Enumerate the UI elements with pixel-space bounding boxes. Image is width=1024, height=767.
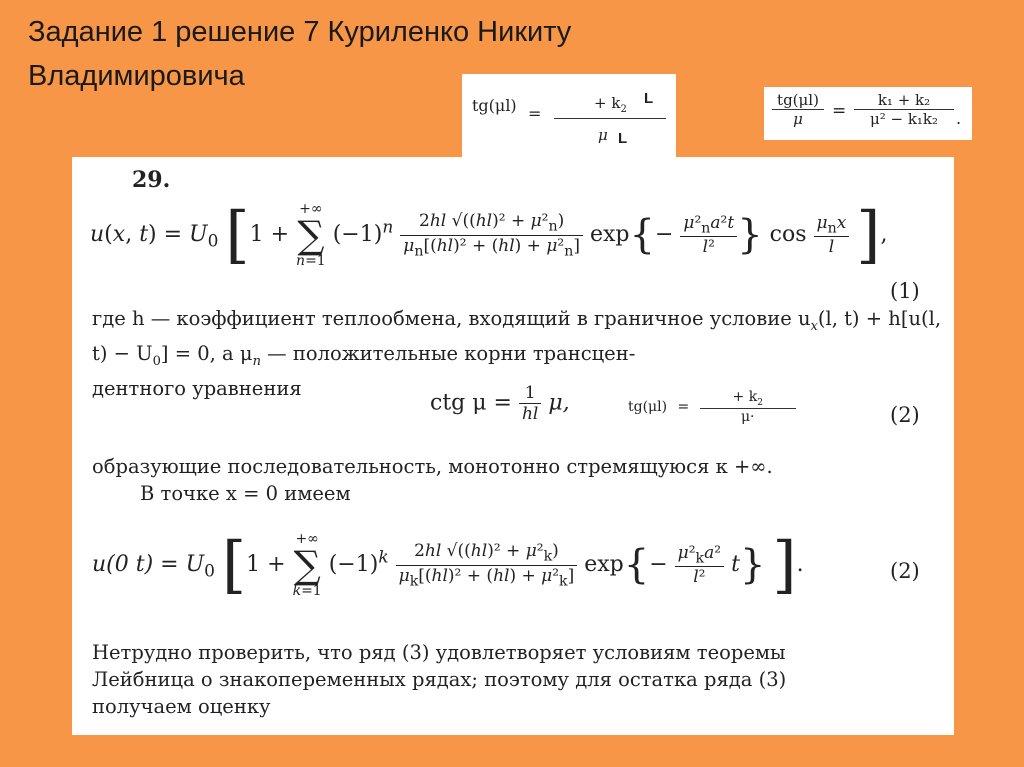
inset-left-eq: = [528, 104, 542, 123]
formula-inset-left [462, 74, 676, 158]
inset-left-annotation-den: L [618, 130, 628, 147]
inset-left-numerator: + $k_2$ [594, 94, 627, 115]
paragraph-leibniz: Нетрудно проверить, что ряд (3) удовлетворяет условиям теоремы Лейбница о знакопеременных рядах; поэтому для остатка ряда (3) получаем оценку [92, 641, 787, 718]
inset-left-denominator: μ [598, 126, 608, 144]
equation-3: u(0 $t) = U_0$ [1 + +∞ ∑ k=1 $(-1)^k$ $\frac{2hl √((hl)^2 + \mu^2_k)}{\mu_k[(hl)^2 + (hl) + \mu^2_k]}$ exp{− $\frac{\mu^2_ka^2}{\text{l²}}$ t} ]. [92, 528, 804, 601]
equation-3-label: (2) [890, 559, 920, 583]
inset-left-annotation-num: L [644, 90, 654, 107]
inset-right-eq: = [832, 101, 847, 121]
equation-1-label: (1) [890, 279, 920, 303]
inset-right-lhs: tg(μl) μ [772, 91, 824, 128]
paragraph-sequence: образующие последовательность, монотонно стремящуюся к +∞. В точке x = 0 имеем [92, 455, 773, 505]
slide-title-line-2: Владимировича [28, 60, 245, 92]
equation-2-label: (2) [890, 403, 920, 427]
equation-1: u(x, $t) = U_0$ [1 + +∞ ∑ n=1 $(-1)^n$ $\frac{2hl √((hl)^2 + \mu^2_n)}{\mu_n[(hl)^2 + (hl) + \mu^2_n]}$ exp{− $\frac{\mu^2_na^2t}{\text{l²}}$ } cos $\frac{\mu_nx}{l}$ ], [90, 198, 888, 271]
inline-inset-formula: tg(μl) = $\frac{+ k_2}{\mu\cdot}$ [628, 389, 796, 425]
paragraph-boundary-condition: где h — коэффициент теплообмена, входящий в граничное условие $u_x(l$, t) + h[u(l, $t) - U_0] = 0$, а $\mu_n$ — положительные корни трансцен- дентного уравнения [92, 307, 942, 400]
problem-number: 29. [132, 167, 171, 193]
formula-inset-right: tg(μl) μ = k₁ + k₂ μ² − k₁k₂ . [764, 87, 972, 140]
inset-left-lhs: tg(μl) [472, 96, 517, 115]
equation-2: ctg μ = $\frac{1}{hl}$ μ, [430, 383, 570, 424]
inset-right-rhs: k₁ + k₂ μ² − k₁k₂ [854, 91, 954, 128]
slide-title-line-1: Задание 1 решение 7 Куриленко Никиту [28, 16, 572, 48]
scanned-textbook-page [72, 157, 954, 735]
inset-left-fraction-bar [554, 118, 666, 119]
